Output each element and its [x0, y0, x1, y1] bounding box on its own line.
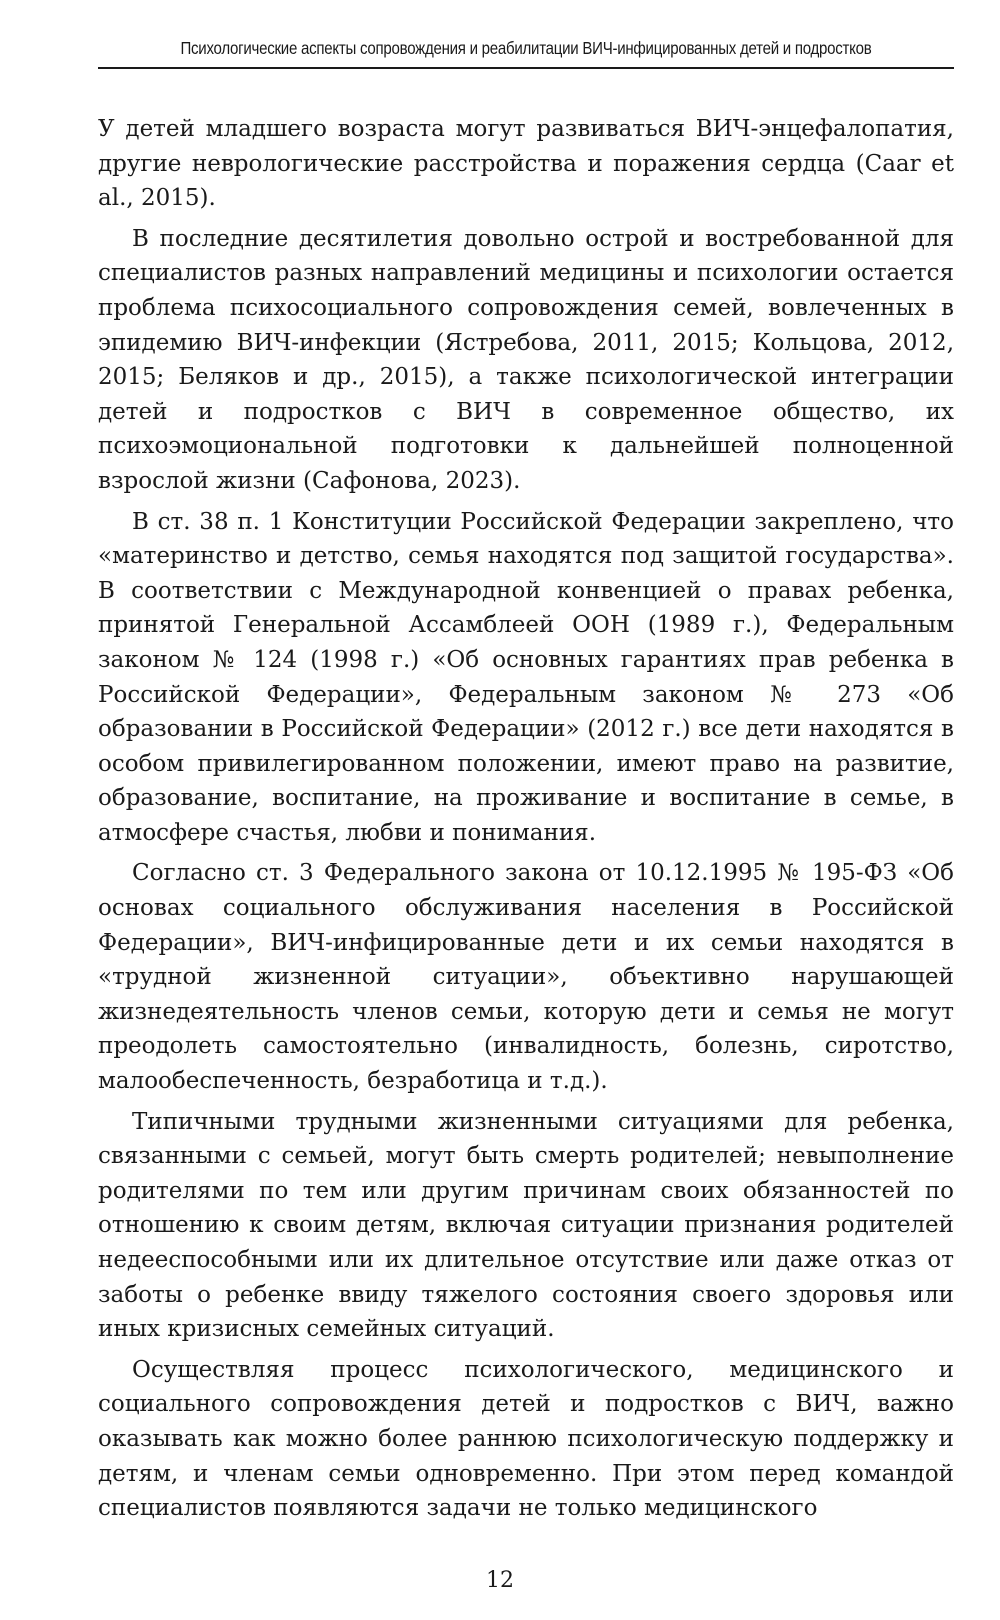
paragraph-5: Типичными трудными жизненными ситуациями для ребенка, связанными с семьей, могут быть смерть родителей; невыполнение родителями по тем или другим причинам своих обязанностей по отношению к своим детям, включая ситуации признания родителей недееспособными или их длительное отсутствие или даже отказ от заботы о ребенке ввиду тяжелого состояния своего здоровья или иных кризисных семейных ситуаций.: [98, 1108, 954, 1343]
paragraph-1: У детей младшего возраста могут развиваться ВИЧ-энцефалопатия, другие неврологические расстройства и поражения сердца (Caar et al., 2015).: [98, 116, 954, 212]
paragraph-6: Осуществляя процесс психологического, медицинского и социального сопровождения детей и подростков с ВИЧ, важно оказывать как можно более раннюю психологическую поддержку и детям, и членам семьи одновременно. При этом перед командой специалистов появляются задачи не только медицинского: [98, 1356, 954, 1522]
paragraph-2: В последние десятилетия довольно острой и востребованной для специалистов разных направлений медицины и психологии остается проблема психосоциального сопровождения семей, вовлеченных в эпидемию ВИЧ-инфекции (Ястребова, 2011, 2015; Кольцова, 2012, 2015; Беляков и др., 2015), а также психологической интеграции детей и подростков с ВИЧ в современное общество, их психоэмоциональной подготовки к дальнейшей полноценной взрослой жизни (Сафонова, 2023).: [98, 225, 954, 494]
header-rule: [98, 67, 954, 69]
paragraph-3: В ст. 38 п. 1 Конституции Российской Федерации закреплено, что «материнство и детство, семья находятся под защитой государства». В соответствии с Международной конвенцией о правах ребенка, принятой Генеральной Ассамблеей ООН (1989 г.), Федеральным законом № 124 (1998 г.) «Об основных гарантиях прав ребенка в Российской Федерации», Федеральным законом № 273 «Об образовании в Российской Федерации» (2012 г.) все дети находятся в особом привилегированном положении, имеют право на развитие, образование, воспитание, на проживание и воспитание в семье, в атмосфере счастья, любви и понимания.: [98, 508, 954, 846]
running-header: Психологические аспекты сопровождения и реабилитации ВИЧ-инфицированных детей и подростков: [180, 38, 872, 58]
body-text: [98, 112, 954, 1532]
paragraph-4: Согласно ст. 3 Федерального закона от 10.12.1995 № 195-ФЗ «Об основах социального обслуживания населения в Российской Федерации», ВИЧ-инфицированные дети и их семьи находятся в «трудной жизненной ситуации», объективно нарушающей жизнедеятельность членов семьи, которую дети и семья не могут преодолеть самостоятельно (инвалидность, болезнь, сиротство, малообеспеченность, безработица и т.д.).: [98, 860, 954, 1095]
page-number: 12: [486, 1568, 514, 1593]
